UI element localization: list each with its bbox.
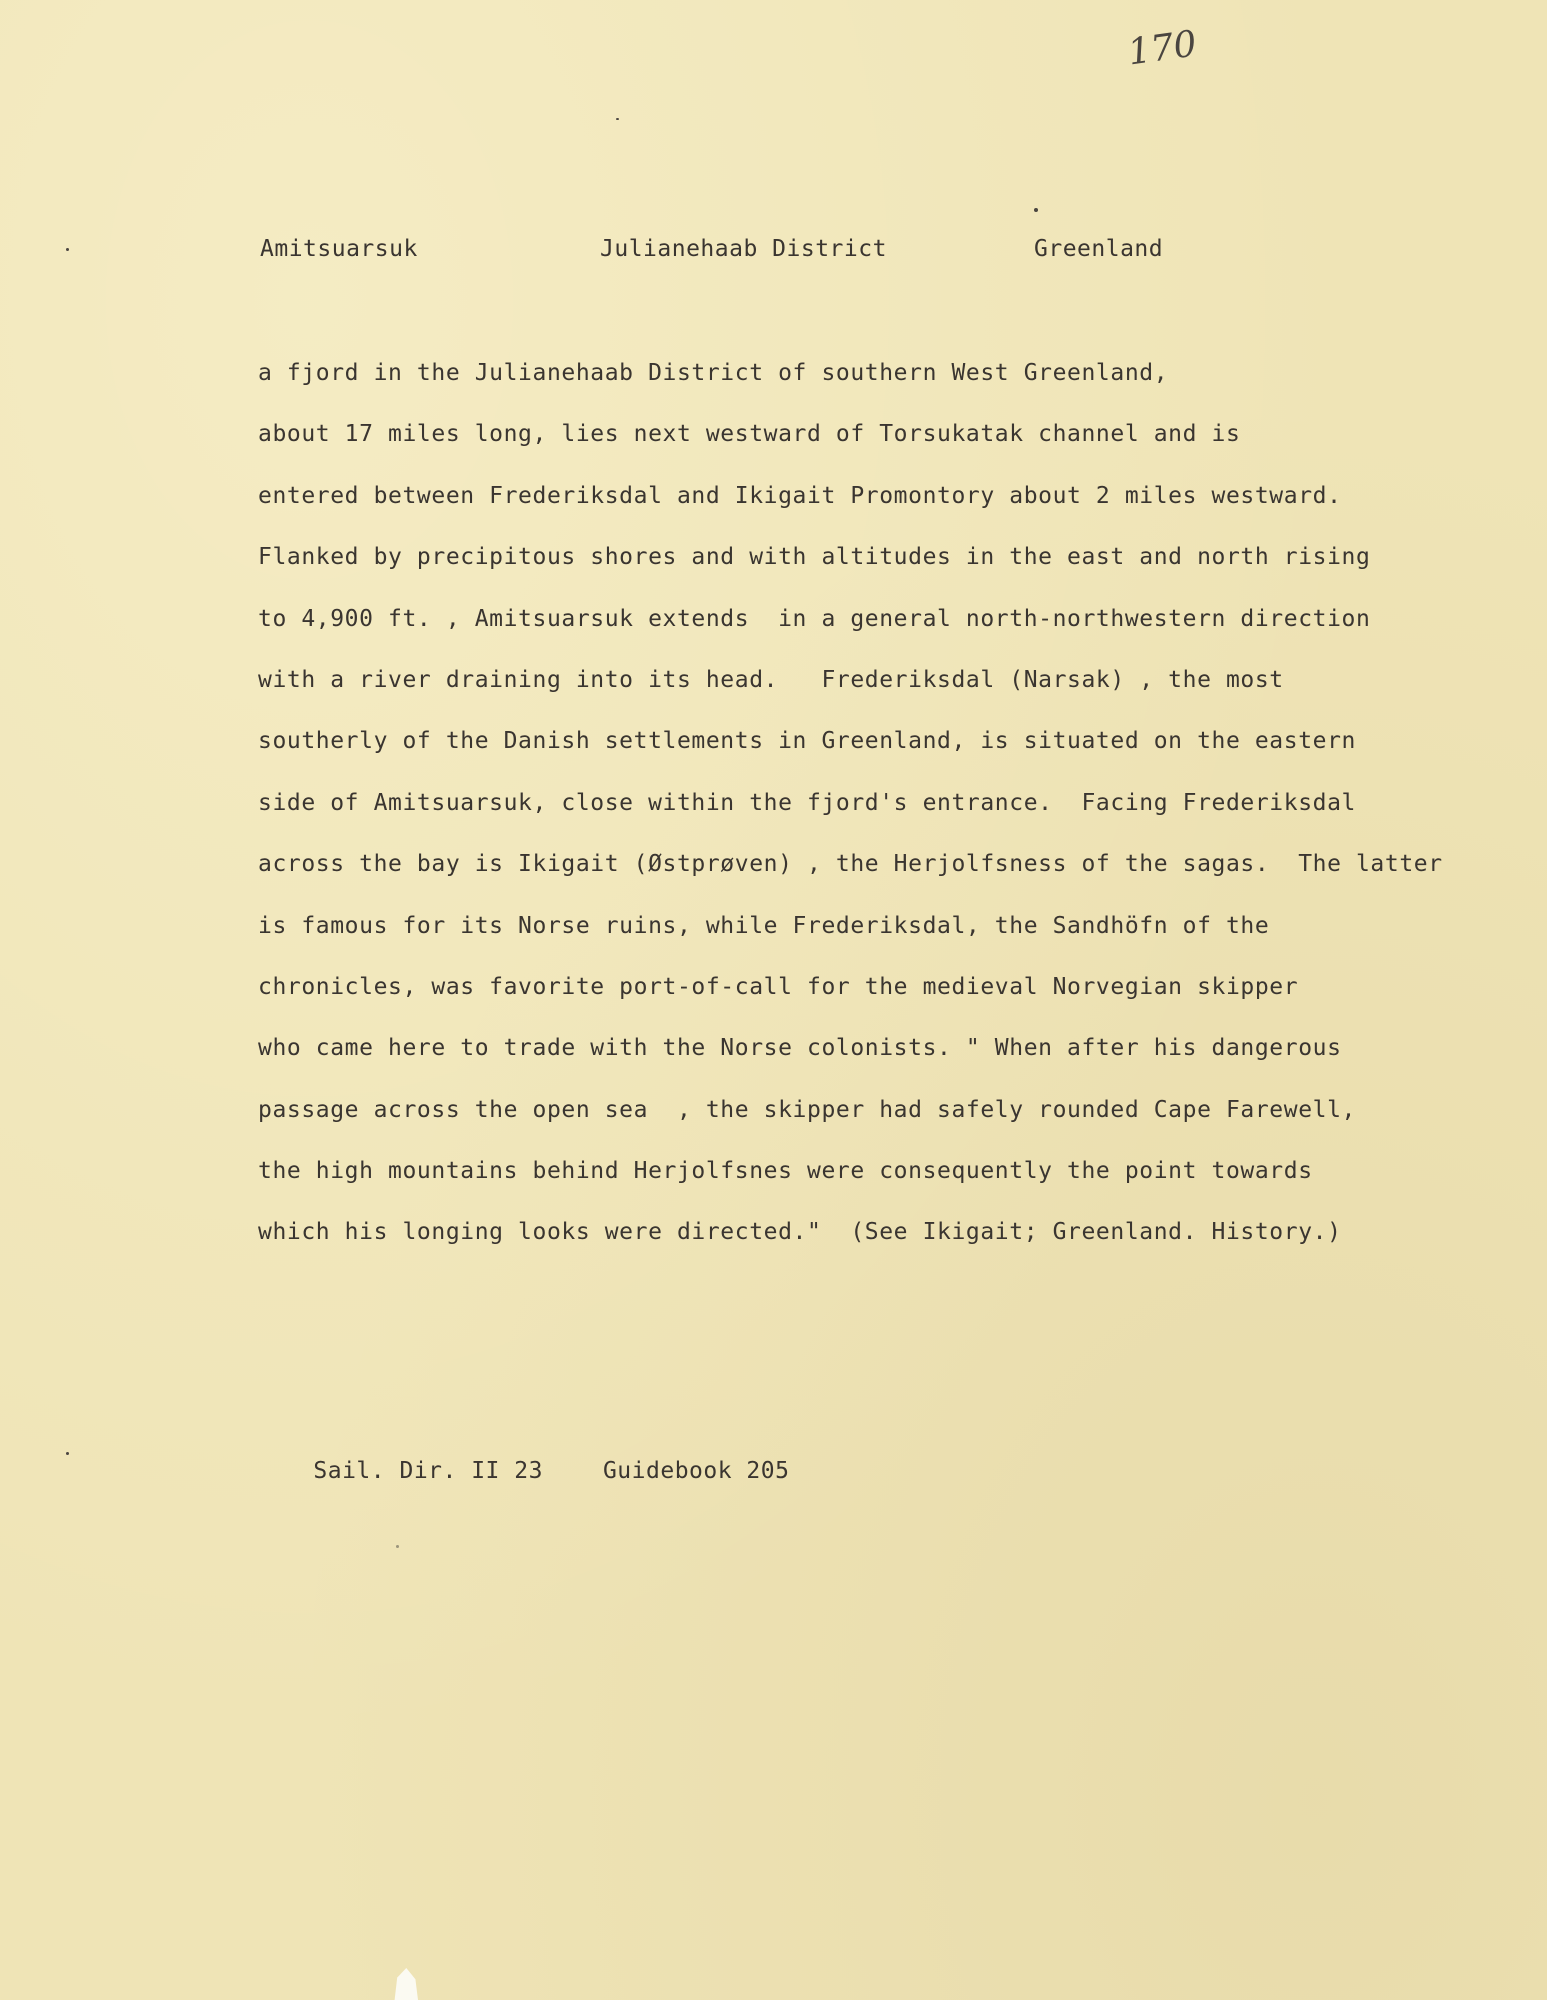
body-line: side of Amitsuarsuk, close within the fjord's entrance. Facing Frederiksdal bbox=[258, 789, 1356, 816]
paper-tear-mark bbox=[392, 1968, 418, 2000]
paper-speck bbox=[616, 118, 619, 120]
body-line: entered between Frederiksdal and Ikigait Promontory about 2 miles westward. bbox=[258, 482, 1342, 509]
body-line: who came here to trade with the Norse colonists. " When after his dangerous bbox=[258, 1035, 1342, 1062]
header-district: Julianehaab District bbox=[600, 236, 887, 262]
body-line: Flanked by precipitous shores and with altitudes in the east and north rising bbox=[258, 544, 1371, 571]
guidebook-reference: Guidebook 205 bbox=[602, 1458, 790, 1484]
body-line: which his longing looks were directed." (See Ikigait; Greenland. History.) bbox=[258, 1219, 1342, 1246]
handwritten-page-number: 170 bbox=[1125, 23, 1200, 74]
body-line: across the bay is Ikigait (Østprøven) , the Herjolfsness of the sagas. The latter bbox=[258, 851, 1443, 878]
paper-speck bbox=[66, 1452, 69, 1455]
entry-body bbox=[258, 358, 1538, 1279]
body-line: a fjord in the Julianehaab District of southern West Greenland, bbox=[258, 360, 1169, 386]
body-line: the high mountains behind Herjolfsnes were consequently the point towards bbox=[258, 1158, 1313, 1185]
source-references bbox=[256, 1432, 849, 1510]
body-line: to 4,900 ft. , Amitsuarsuk extends in a general north-northwestern direction bbox=[258, 605, 1371, 632]
body-line: chronicles, was favorite port-of-call for the medieval Norvegian skipper bbox=[258, 973, 1299, 1000]
body-line: is famous for its Norse ruins, while Frederiksdal, the Sandhöfn of the bbox=[258, 912, 1270, 939]
entry-header bbox=[0, 236, 1547, 266]
body-line: southerly of the Danish settlements in Greenland, is situated on the eastern bbox=[258, 728, 1356, 755]
header-country: Greenland bbox=[1034, 236, 1164, 262]
paper-speck bbox=[1034, 208, 1038, 212]
paper-speck bbox=[396, 1545, 399, 1548]
body-line: with a river draining into its head. Frederiksdal (Narsak) , the most bbox=[258, 666, 1284, 693]
body-line: about 17 miles long, lies next westward of Torsukatak channel and is bbox=[258, 421, 1241, 448]
sailing-directions-reference: Sail. Dir. II 23 bbox=[313, 1458, 543, 1484]
header-place-name: Amitsuarsuk bbox=[260, 236, 418, 262]
body-line: passage across the open sea , the skipper had safely rounded Cape Farewell, bbox=[258, 1096, 1356, 1123]
paper-speck bbox=[66, 248, 69, 251]
